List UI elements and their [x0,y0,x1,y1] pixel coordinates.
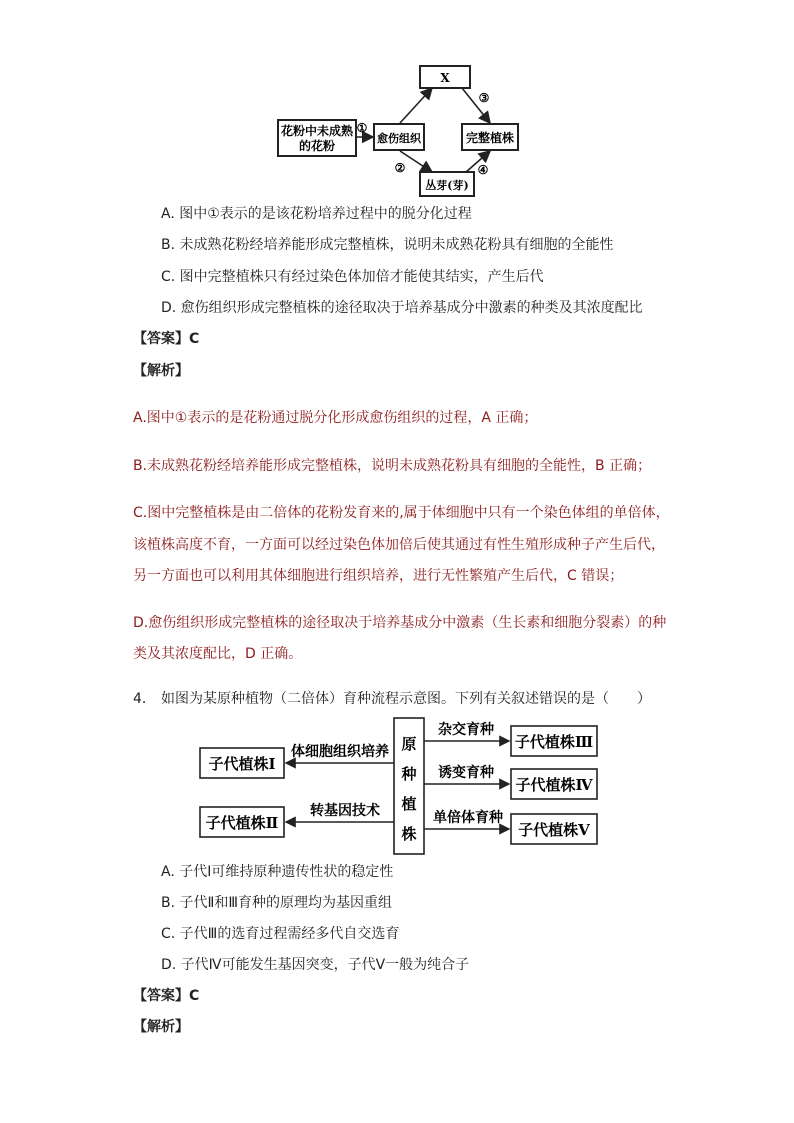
offspring-4-text: 子代植株Ⅳ [515,776,593,794]
center-char-4: 株 [401,825,417,843]
plant-text: 完整植株 [465,131,515,145]
q3-explanation-a: A.图中①表示的是花粉通过脱分化形成愈伤组织的过程，A 正确； [133,410,538,426]
q4-answer: 【答案】C [133,988,200,1004]
q3-option-c: C. 图中完整植株只有经过染色体加倍才能使其结实，产生后代 [161,269,544,285]
pollen-text-2: 的花粉 [298,139,336,153]
step-3-label: ③ [478,91,490,105]
q4-option-c: C. 子代Ⅲ的选育过程需经多代自交选育 [161,926,400,942]
center-char-1: 原 [401,735,417,753]
center-char-2: 种 [401,765,417,783]
q3-explanation-c2: 该植株高度不育，一方面可以经过染色体加倍后使其通过有性生殖形成种子产生后代， [133,537,665,553]
center-char-3: 植 [401,795,417,813]
q4-analysis-label: 【解析】 [133,1019,189,1035]
q3-explanation-c3: 另一方面也可以利用其体细胞进行组织培养，进行无性繁殖产生后代，C 错误； [133,568,624,584]
step-4-label: ④ [477,163,489,177]
offspring-2-text: 子代植株Ⅱ [205,814,279,832]
offspring-1-text: 子代植株Ⅰ [208,755,276,773]
bud-text: 丛芽(芽) [425,179,469,192]
method-hybrid: 杂交育种 [438,722,494,738]
method-transgenic: 转基因技术 [310,803,380,819]
offspring-3-text: 子代植株Ⅲ [514,733,594,751]
q3-option-d: D. 愈伤组织形成完整植株的途径取决于培养基成分中激素的种类及其浓度配比 [161,300,643,316]
q3-explanation-c1: C.图中完整植株是由二倍体的花粉发育来的,属于体细胞中只有一个染色体组的单倍体， [133,505,670,521]
q4-option-a: A. 子代Ⅰ可维持原种遗传性状的稳定性 [161,864,394,880]
step-1-label: ① [356,121,368,135]
q4-stem: 如图为某原种植物（二倍体）育种流程示意图。下列有关叙述错误的是（ ） [161,691,651,707]
q4-number: 4. [133,691,147,707]
q3-explanation-d1: D.愈伤组织形成完整植株的途径取决于培养基成分中激素（生长素和细胞分裂素）的种 [133,615,667,631]
q4-option-d: D. 子代Ⅳ可能发生基因突变，子代Ⅴ一般为纯合子 [161,957,470,973]
method-mutation: 诱变育种 [438,765,494,781]
method-haploid: 单倍体育种 [433,810,503,826]
q3-option-b: B. 未成熟花粉经培养能形成完整植株，说明未成熟花粉具有细胞的全能性 [161,237,614,253]
q3-explanation-b: B.未成熟花粉经培养能形成完整植株，说明未成熟花粉具有细胞的全能性，B 正确； [133,458,652,474]
method-tissue-culture: 体细胞组织培养 [291,744,389,760]
q4-option-b: B. 子代Ⅱ和Ⅲ育种的原理均为基因重组 [161,895,393,911]
q3-explanation-d2: 类及其浓度配比，D 正确。 [133,646,303,662]
q3-analysis-label: 【解析】 [133,363,189,379]
pollen-text-1: 花粉中未成熟 [280,124,354,138]
q3-option-a: A. 图中①表示的是该花粉培养过程中的脱分化过程 [161,206,472,222]
offspring-5-text: 子代植株Ⅴ [518,821,590,839]
step-2-label: ② [394,161,406,175]
breeding-flow-diagram [195,715,605,857]
q3-answer: 【答案】C [133,331,200,347]
flower-culture-diagram [270,60,540,198]
callus-text: 愈伤组织 [377,132,421,145]
x-text: X [440,71,450,85]
